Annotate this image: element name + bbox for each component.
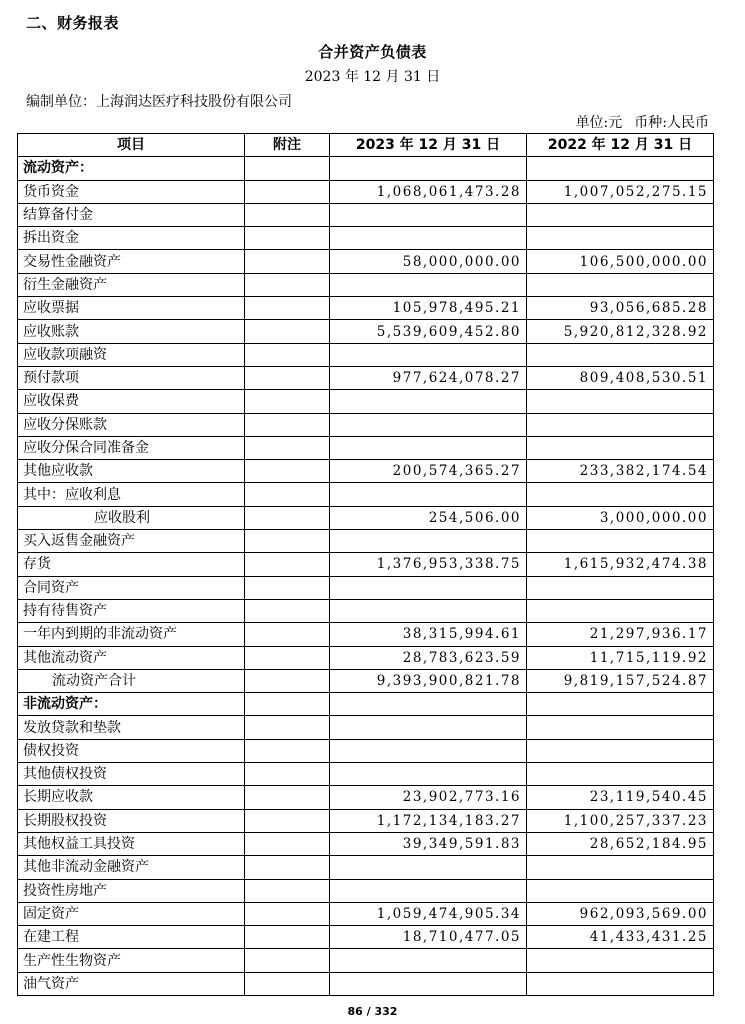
- subtotal-label: 流动资产合计: [18, 669, 245, 692]
- empty-cell: [330, 693, 527, 716]
- previous-value: [527, 413, 714, 436]
- note-cell: [245, 879, 330, 902]
- previous-value: [527, 716, 714, 739]
- item-label: 其他应收款: [18, 460, 245, 483]
- note-cell: [245, 949, 330, 972]
- previous-value: [527, 949, 714, 972]
- table-row: [18, 506, 714, 529]
- previous-value: [527, 483, 714, 506]
- note-cell: [245, 669, 330, 692]
- previous-value: 41,433,431.25: [527, 926, 714, 949]
- previous-value: [527, 763, 714, 786]
- item-label: 长期应收款: [18, 786, 245, 809]
- current-value: 254,506.00: [330, 506, 527, 529]
- previous-value: 233,382,174.54: [527, 460, 714, 483]
- item-label: 应收票据: [18, 297, 245, 320]
- current-value: [330, 856, 527, 879]
- table-row: [18, 297, 714, 320]
- table-row: [18, 390, 714, 413]
- category-row: [18, 693, 714, 716]
- previous-value: [527, 599, 714, 622]
- item-label: 预付款项: [18, 366, 245, 389]
- note-cell: [245, 506, 330, 529]
- empty-cell: [245, 157, 330, 180]
- note-cell: [245, 460, 330, 483]
- note-cell: [245, 250, 330, 273]
- item-label: 长期股权投资: [18, 809, 245, 832]
- item-label: 其中：应收利息: [18, 483, 245, 506]
- table-row: [18, 203, 714, 226]
- previous-value: [527, 739, 714, 762]
- table-row: [18, 763, 714, 786]
- item-label: 投资性房地产: [18, 879, 245, 902]
- item-label: 结算备付金: [18, 203, 245, 226]
- note-cell: [245, 436, 330, 459]
- item-label: 其他非流动金融资产: [18, 856, 245, 879]
- report-date: 2023 年 12 月 31 日: [304, 69, 441, 85]
- table-row: [18, 483, 714, 506]
- item-label: 买入返售金融资产: [18, 530, 245, 553]
- current-value: [330, 879, 527, 902]
- item-label: 其他债权投资: [18, 763, 245, 786]
- current-value: 58,000,000.00: [330, 250, 527, 273]
- previous-value: 21,297,936.17: [527, 623, 714, 646]
- item-label: 应收账款: [18, 320, 245, 343]
- current-value: 1,068,061,473.28: [330, 180, 527, 203]
- previous-value: [527, 972, 714, 995]
- column-header-item: 项目: [18, 134, 245, 157]
- table-row: [18, 623, 714, 646]
- note-cell: [245, 297, 330, 320]
- current-value: [330, 576, 527, 599]
- item-label: 持有待售资产: [18, 599, 245, 622]
- note-cell: [245, 576, 330, 599]
- item-label: 生产性生物资产: [18, 949, 245, 972]
- table-row: [18, 250, 714, 273]
- item-label: 油气资产: [18, 972, 245, 995]
- note-cell: [245, 227, 330, 250]
- item-label: 一年内到期的非流动资产: [18, 623, 245, 646]
- item-label: 货币资金: [18, 180, 245, 203]
- column-header-previous: 2022 年 12 月 31 日: [527, 134, 714, 157]
- note-cell: [245, 646, 330, 669]
- empty-cell: [330, 157, 527, 180]
- table-row: [18, 669, 714, 692]
- current-value: [330, 716, 527, 739]
- empty-cell: [527, 157, 714, 180]
- table-row: [18, 949, 714, 972]
- previous-value: [527, 203, 714, 226]
- note-cell: [245, 553, 330, 576]
- table-row: [18, 599, 714, 622]
- current-value: [330, 530, 527, 553]
- previous-value: 5,920,812,328.92: [527, 320, 714, 343]
- note-cell: [245, 320, 330, 343]
- item-label: 其他流动资产: [18, 646, 245, 669]
- table-row: [18, 576, 714, 599]
- note-cell: [245, 390, 330, 413]
- current-value: [330, 436, 527, 459]
- item-label: 在建工程: [18, 926, 245, 949]
- item-label: 应收款项融资: [18, 343, 245, 366]
- compiling-entity: 编制单位：上海润达医疗科技股份有限公司: [26, 94, 292, 110]
- item-label: 其他权益工具投资: [18, 832, 245, 855]
- current-value: 38,315,994.61: [330, 623, 527, 646]
- table-row: [18, 832, 714, 855]
- table-row: [18, 180, 714, 203]
- balance-sheet-table: [17, 133, 714, 996]
- category-row: [18, 157, 714, 180]
- table-row: [18, 646, 714, 669]
- unit-line: [564, 112, 709, 132]
- previous-value: 23,119,540.45: [527, 786, 714, 809]
- current-value: 5,539,609,452.80: [330, 320, 527, 343]
- table-header-row: [18, 134, 714, 157]
- previous-value: [527, 227, 714, 250]
- note-cell: [245, 203, 330, 226]
- table-row: [18, 739, 714, 762]
- current-value: 1,172,134,183.27: [330, 809, 527, 832]
- table-row: [18, 856, 714, 879]
- current-value: 18,710,477.05: [330, 926, 527, 949]
- current-value: 9,393,900,821.78: [330, 669, 527, 692]
- current-value: 39,349,591.83: [330, 832, 527, 855]
- note-cell: [245, 623, 330, 646]
- note-cell: [245, 599, 330, 622]
- item-label: 固定资产: [18, 902, 245, 925]
- current-value: 105,978,495.21: [330, 297, 527, 320]
- current-value: 1,059,474,905.34: [330, 902, 527, 925]
- note-cell: [245, 483, 330, 506]
- previous-value: 809,408,530.51: [527, 366, 714, 389]
- column-header-note: 附注: [245, 134, 330, 157]
- previous-value: [527, 856, 714, 879]
- note-cell: [245, 972, 330, 995]
- current-value: 1,376,953,338.75: [330, 553, 527, 576]
- previous-value: [527, 576, 714, 599]
- table-row: [18, 366, 714, 389]
- note-cell: [245, 366, 330, 389]
- previous-value: 962,093,569.00: [527, 902, 714, 925]
- previous-value: 1,100,257,337.23: [527, 809, 714, 832]
- empty-cell: [527, 693, 714, 716]
- item-label: 拆出资金: [18, 227, 245, 250]
- item-label: 衍生金融资产: [18, 273, 245, 296]
- previous-value: 3,000,000.00: [527, 506, 714, 529]
- note-cell: [245, 902, 330, 925]
- note-cell: [245, 809, 330, 832]
- current-value: 28,783,623.59: [330, 646, 527, 669]
- note-cell: [245, 343, 330, 366]
- table-row: [18, 320, 714, 343]
- section-heading: 二、财务报表: [26, 14, 120, 32]
- note-cell: [245, 739, 330, 762]
- item-label: 交易性金融资产: [18, 250, 245, 273]
- previous-value: [527, 436, 714, 459]
- current-value: [330, 343, 527, 366]
- document-title: 合并资产负债表: [318, 43, 427, 61]
- current-value: [330, 203, 527, 226]
- current-value: 200,574,365.27: [330, 460, 527, 483]
- current-value: [330, 227, 527, 250]
- table-row: [18, 786, 714, 809]
- current-value: [330, 949, 527, 972]
- table-row: [18, 413, 714, 436]
- previous-value: 93,056,685.28: [527, 297, 714, 320]
- previous-value: 28,652,184.95: [527, 832, 714, 855]
- note-cell: [245, 273, 330, 296]
- note-cell: [245, 413, 330, 436]
- current-value: [330, 483, 527, 506]
- previous-value: [527, 879, 714, 902]
- current-value: 977,624,078.27: [330, 366, 527, 389]
- table-row: [18, 436, 714, 459]
- previous-value: [527, 530, 714, 553]
- current-value: [330, 390, 527, 413]
- previous-value: 106,500,000.00: [527, 250, 714, 273]
- previous-value: 1,615,932,474.38: [527, 553, 714, 576]
- table-row: [18, 273, 714, 296]
- note-cell: [245, 180, 330, 203]
- previous-value: [527, 390, 714, 413]
- table-body: [18, 157, 714, 996]
- table-row: [18, 972, 714, 995]
- item-label: 发放贷款和垫款: [18, 716, 245, 739]
- previous-value: [527, 343, 714, 366]
- note-cell: [245, 856, 330, 879]
- note-cell: [245, 786, 330, 809]
- item-label: 应收股利: [18, 506, 245, 529]
- current-value: 23,902,773.16: [330, 786, 527, 809]
- category-label: 非流动资产：: [18, 693, 245, 716]
- item-label: 应收保费: [18, 390, 245, 413]
- current-value: [330, 413, 527, 436]
- unit-label: 单位:元: [575, 115, 623, 131]
- column-header-current: 2023 年 12 月 31 日: [330, 134, 527, 157]
- note-cell: [245, 832, 330, 855]
- current-value: [330, 599, 527, 622]
- item-label: 应收分保合同准备金: [18, 436, 245, 459]
- current-value: [330, 739, 527, 762]
- item-label: 存货: [18, 553, 245, 576]
- note-cell: [245, 530, 330, 553]
- table-row: [18, 460, 714, 483]
- table-row: [18, 879, 714, 902]
- table-row: [18, 227, 714, 250]
- current-value: [330, 273, 527, 296]
- category-label: 流动资产：: [18, 157, 245, 180]
- note-cell: [245, 716, 330, 739]
- table-row: [18, 553, 714, 576]
- page-number: 86 / 332: [347, 1005, 398, 1018]
- previous-value: 1,007,052,275.15: [527, 180, 714, 203]
- table-row: [18, 716, 714, 739]
- empty-cell: [245, 693, 330, 716]
- table-row: [18, 926, 714, 949]
- table-row: [18, 809, 714, 832]
- item-label: 合同资产: [18, 576, 245, 599]
- item-label: 应收分保账款: [18, 413, 245, 436]
- table-row: [18, 343, 714, 366]
- item-label: 债权投资: [18, 739, 245, 762]
- previous-value: 11,715,119.92: [527, 646, 714, 669]
- previous-value: [527, 273, 714, 296]
- current-value: [330, 763, 527, 786]
- currency-label: 币种:人民币: [634, 115, 709, 131]
- current-value: [330, 972, 527, 995]
- previous-value: 9,819,157,524.87: [527, 669, 714, 692]
- table-row: [18, 902, 714, 925]
- table-row: [18, 530, 714, 553]
- note-cell: [245, 926, 330, 949]
- note-cell: [245, 763, 330, 786]
